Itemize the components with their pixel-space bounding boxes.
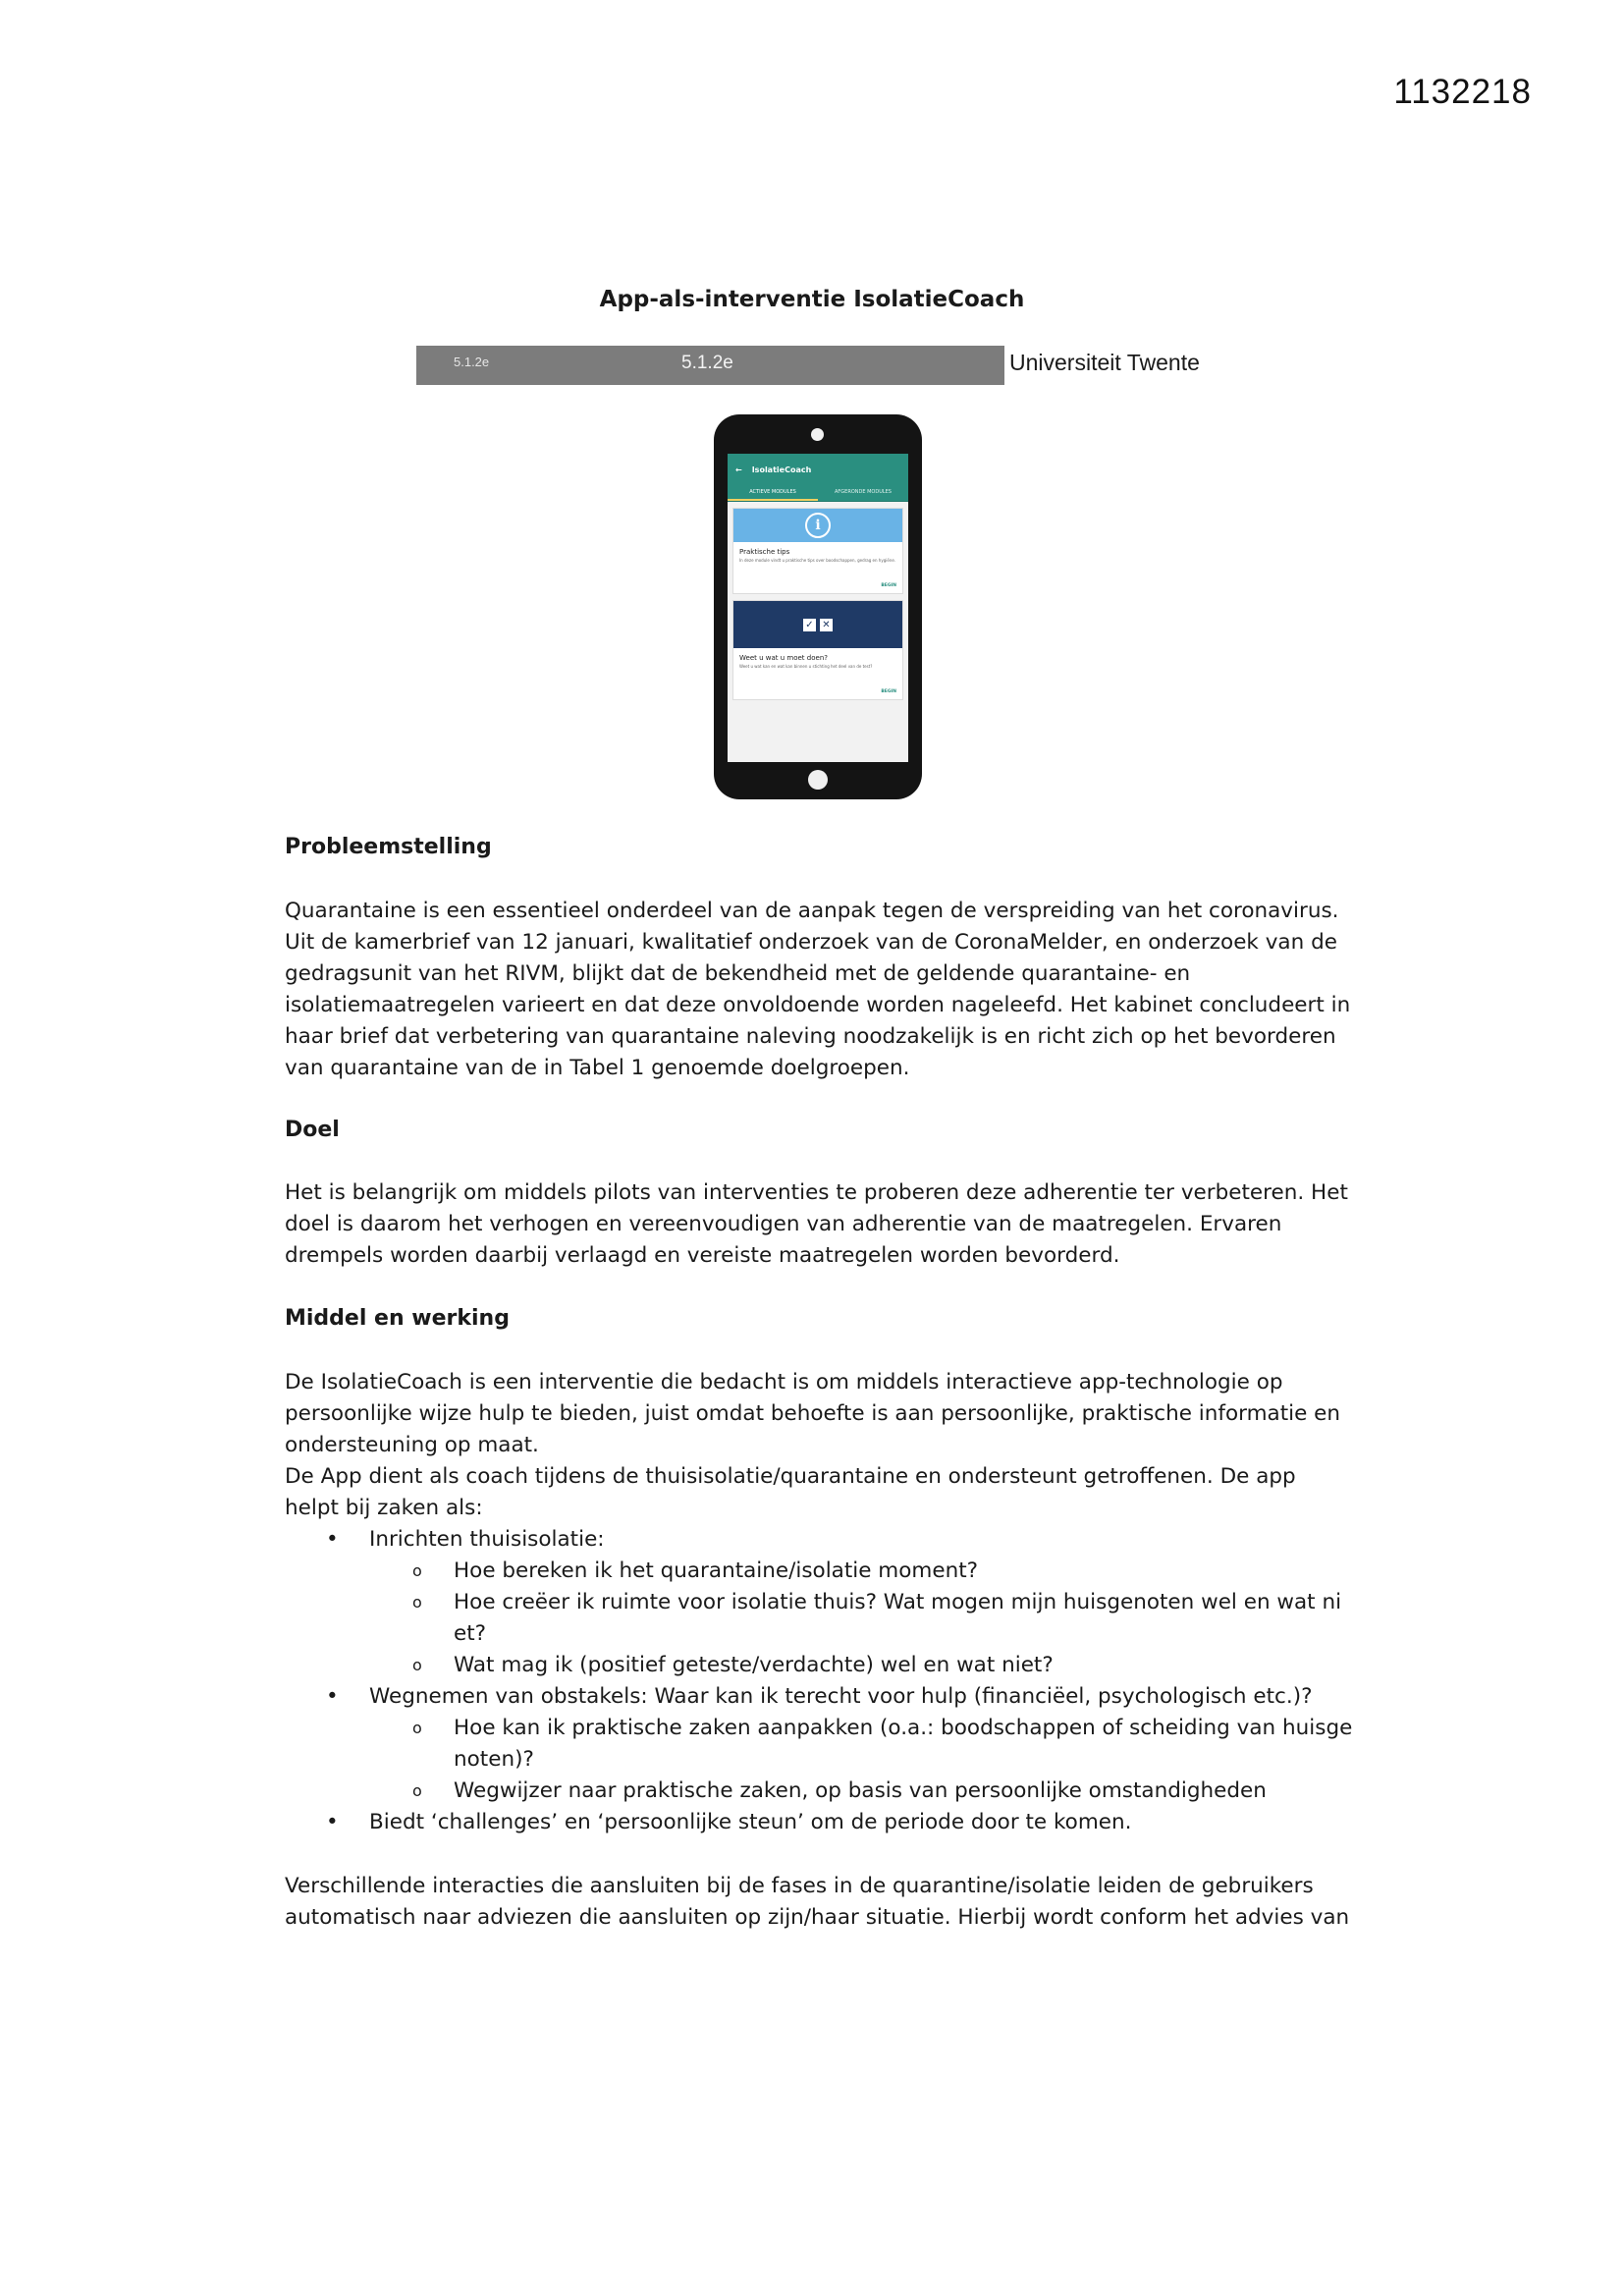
checkbox-cross-icon: ✕ [820,619,833,631]
text-line: isolatiemaatregelen varieert en dat deze onvoldoende worden nageleefd. Het kabinet concludeert in [285,993,1351,1017]
bullet-mark: o [412,1656,422,1674]
paragraph-middel [285,1367,1365,1524]
app-name: IsolatieCoach [751,465,812,474]
text-line: doel is daarom het verhogen en vereenvoudigen van adherentie van de maatregelen. Ervaren [285,1212,1282,1236]
phone-camera [811,428,824,441]
redaction-code-large: 5.1.2e [681,353,733,373]
list-item-text: Wegnemen van obstakels: Waar kan ik terecht voor hulp (financiëel, psychologisch etc.)? [369,1684,1313,1709]
list-item-continuation [285,1744,1365,1776]
list-item [285,1587,1365,1618]
bullet-mark: o [412,1561,422,1580]
redaction-bar [416,346,1004,385]
list-item-text: et? [454,1621,487,1646]
text-line: ondersteuning op maat. [285,1433,539,1457]
phone-illustration [714,414,922,799]
list-item-continuation [285,1618,1365,1650]
bullet-mark: • [326,1684,339,1709]
list-item-text: Inrichten thuisisolatie: [369,1527,605,1552]
bullet-mark: o [412,1781,422,1800]
info-icon: i [805,513,831,538]
card-header [733,509,902,542]
tab-active-modules: ACTIEVE MODULES [728,485,818,501]
text-line: helpt bij zaken als: [285,1496,483,1520]
section-heading-middel-en-werking: Middel en werking [285,1306,510,1331]
list-item-text: noten)? [454,1747,534,1772]
checkbox-checked-icon: ✓ [803,619,816,631]
phone-screen [728,454,908,762]
paragraph-doel [285,1177,1365,1272]
text-line: Uit de kamerbrief van 12 januari, kwalitatief onderzoek van de CoronaMelder, en onderzoek van de [285,930,1337,955]
bullet-mark: o [412,1593,422,1612]
text-line: automatisch naar adviezen die aansluiten op zijn/haar situatie. Hierbij wordt conform het advies van [285,1905,1350,1930]
document-number: 1132218 [1393,73,1532,111]
bullet-mark: • [326,1810,339,1834]
text-line: gedragsunit van het RIVM, blijkt dat de bekendheid met de geldende quarantaine- en [285,961,1191,986]
card-title: Praktische tips [739,548,790,556]
list-item [285,1807,1365,1838]
card-title: Weet u wat u moet doen? [739,654,828,662]
list-item [285,1556,1365,1587]
card-begin-button: BEGIN [881,583,896,588]
text-line: haar brief dat verbetering van quarantaine naleving noodzakelijk is en richt zich op het bevorderen [285,1024,1336,1049]
list-item [285,1713,1365,1744]
app-tabs [728,485,908,502]
section-heading-doel: Doel [285,1118,340,1142]
page-title: App-als-interventie IsolatieCoach [599,287,1025,312]
list-item-text: Wegwijzer naar praktische zaken, op basis van persoonlijke omstandigheden [454,1778,1267,1803]
list-item [285,1776,1365,1807]
list-item-text: Hoe creëer ik ruimte voor isolatie thuis? Wat mogen mijn huisgenoten wel en wat ni [454,1590,1342,1614]
text-line: Quarantaine is een essentieel onderdeel van de aanpak tegen de verspreiding van het coronavirus. [285,899,1339,923]
card-begin-button: BEGIN [881,689,896,694]
bullet-list [285,1524,1365,1838]
bullet-mark: • [326,1527,339,1552]
text-line: Verschillende interacties die aansluiten bij de fases in de quarantine/isolatie leiden de gebruikers [285,1874,1314,1898]
app-header [728,454,908,485]
list-item-text: Biedt ‘challenges’ en ‘persoonlijke steun’ om de periode door te komen. [369,1810,1132,1834]
card-header [733,601,902,648]
bullet-mark: o [412,1719,422,1737]
card-text: Weet u wat kan en wat kan binnen u stichting het deel van de test? [739,664,873,669]
text-line: Het is belangrijk om middels pilots van interventies te proberen deze adherentie ter verbeteren. Het [285,1180,1348,1205]
list-item-text: Wat mag ik (positief geteste/verdachte) wel en wat niet? [454,1653,1054,1677]
text-line: drempels worden daarbij verlaagd en vereiste maatregelen worden bevorderd. [285,1243,1120,1268]
list-item-text: Hoe kan ik praktische zaken aanpakken (o.a.: boodschappen of scheiding van huisge [454,1716,1353,1740]
list-item [285,1681,1365,1713]
list-item-text: Hoe bereken ik het quarantaine/isolatie moment? [454,1558,979,1583]
module-card [732,600,903,700]
phone-home-button [808,770,828,790]
section-heading-probleemstelling: Probleemstelling [285,835,492,859]
card-text: In deze module vindt u praktische tips over boodschappen, gedrag en hygiëne. [739,558,896,563]
text-line: persoonlijke wijze hulp te bieden, juist omdat behoefte is aan persoonlijke, praktische informatie en [285,1401,1341,1426]
redaction-code-small: 5.1.2e [454,355,490,369]
list-item [285,1524,1365,1556]
list-item [285,1650,1365,1681]
back-arrow-icon: ← [735,465,742,474]
text-line: van quarantaine van de in Tabel 1 genoemde doelgroepen. [285,1056,910,1080]
module-card [732,508,903,594]
paragraph-probleemstelling [285,896,1365,1084]
organisation-name: Universiteit Twente [1009,350,1200,375]
text-line: De IsolatieCoach is een interventie die bedacht is om middels interactieve app-technologie op [285,1370,1283,1394]
text-line: De App dient als coach tijdens de thuisisolatie/quarantaine en ondersteunt getroffenen. De app [285,1464,1296,1489]
tab-completed-modules: AFGERONDE MODULES [835,489,892,495]
paragraph-closing [285,1871,1365,1934]
